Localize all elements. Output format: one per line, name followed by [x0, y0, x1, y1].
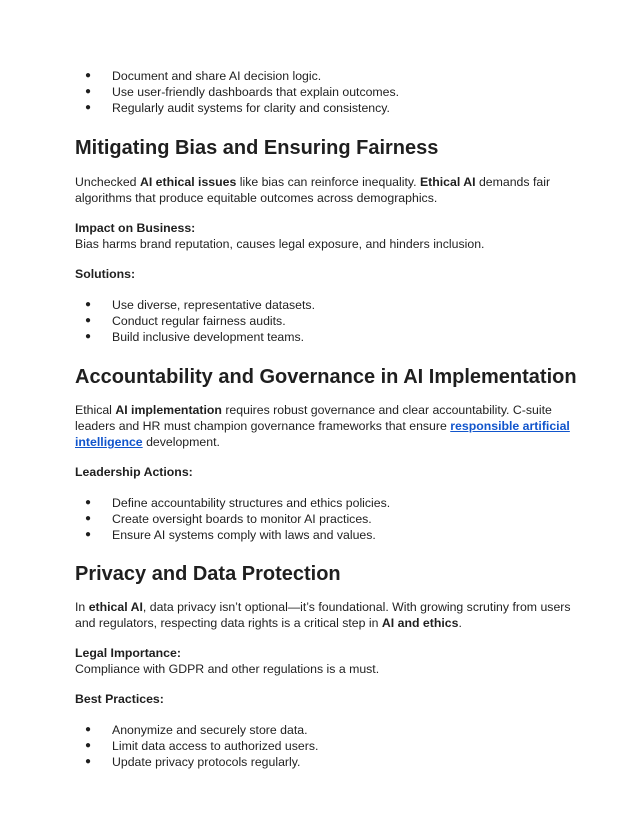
bold-term: AI and ethics: [381, 616, 459, 630]
leadership-actions-list: [75, 495, 578, 543]
list-item: ● Document and share AI decision logic.: [75, 68, 578, 84]
text-run: requires robust governance and clear accountability. C-suite leaders and HR must champion governance frameworks that ensure: [75, 403, 552, 433]
text-run: Unchecked: [75, 175, 140, 189]
impact-label: Impact on Business:: [75, 221, 196, 235]
solutions-list: [75, 297, 578, 345]
list-item: ● Ensure AI systems comply with laws and values.: [75, 527, 578, 543]
governance-paragraph: [75, 402, 578, 450]
list-item: ● Conduct regular fairness audits.: [75, 313, 578, 329]
leadership-actions-label: Leadership Actions:: [75, 465, 193, 479]
best-practices-list: [75, 722, 578, 770]
list-item: ● Anonymize and securely store data.: [75, 722, 578, 738]
text-run: , data privacy isn’t optional—it’s foundational. With growing scrutiny from users and regulators, respecting data rights is a critical step in: [75, 600, 571, 630]
bold-term: ethical AI: [88, 600, 143, 614]
privacy-paragraph: [75, 599, 578, 631]
text-run: like bias can reinforce inequality.: [236, 175, 420, 189]
list-item: ● Update privacy protocols regularly.: [75, 754, 578, 770]
text-run: In: [75, 600, 89, 614]
text-run: .: [458, 616, 462, 630]
bold-term: AI implementation: [115, 403, 222, 417]
legal-importance-text: Compliance with GDPR and other regulations is a must.: [75, 662, 380, 676]
text-run: demands fair algorithms that produce equitable outcomes across demographics.: [75, 175, 551, 205]
legal-importance-label: Legal Importance:: [75, 646, 181, 660]
text-run: Ethical: [75, 403, 116, 417]
bias-paragraph: [75, 174, 578, 206]
text-run: development.: [142, 435, 220, 449]
solutions-label: Solutions:: [75, 267, 136, 281]
list-item: ● Use diverse, representative datasets.: [75, 297, 578, 313]
list-item: ● Limit data access to authorized users.: [75, 738, 578, 754]
bold-term: AI ethical issues: [139, 175, 237, 189]
list-item: ● Define accountability structures and ethics policies.: [75, 495, 578, 511]
section-heading-bias: Mitigating Bias and Ensuring Fairness: [75, 137, 439, 159]
list-item: ● Build inclusive development teams.: [75, 329, 578, 345]
bold-term: Ethical AI: [419, 175, 476, 189]
responsible-ai-link[interactable]: responsible artificial intelligence: [75, 419, 570, 449]
section-heading-governance: Accountability and Governance in AI Implementation: [75, 366, 577, 388]
list-item: ● Create oversight boards to monitor AI practices.: [75, 511, 578, 527]
impact-text: Bias harms brand reputation, causes legal exposure, and hinders inclusion.: [75, 237, 485, 251]
intro-bullet-list: [75, 68, 578, 116]
section-heading-privacy: Privacy and Data Protection: [75, 563, 341, 585]
list-item: ● Regularly audit systems for clarity and consistency.: [75, 100, 578, 116]
list-item: ● Use user-friendly dashboards that explain outcomes.: [75, 84, 578, 100]
best-practices-label: Best Practices:: [75, 692, 164, 706]
